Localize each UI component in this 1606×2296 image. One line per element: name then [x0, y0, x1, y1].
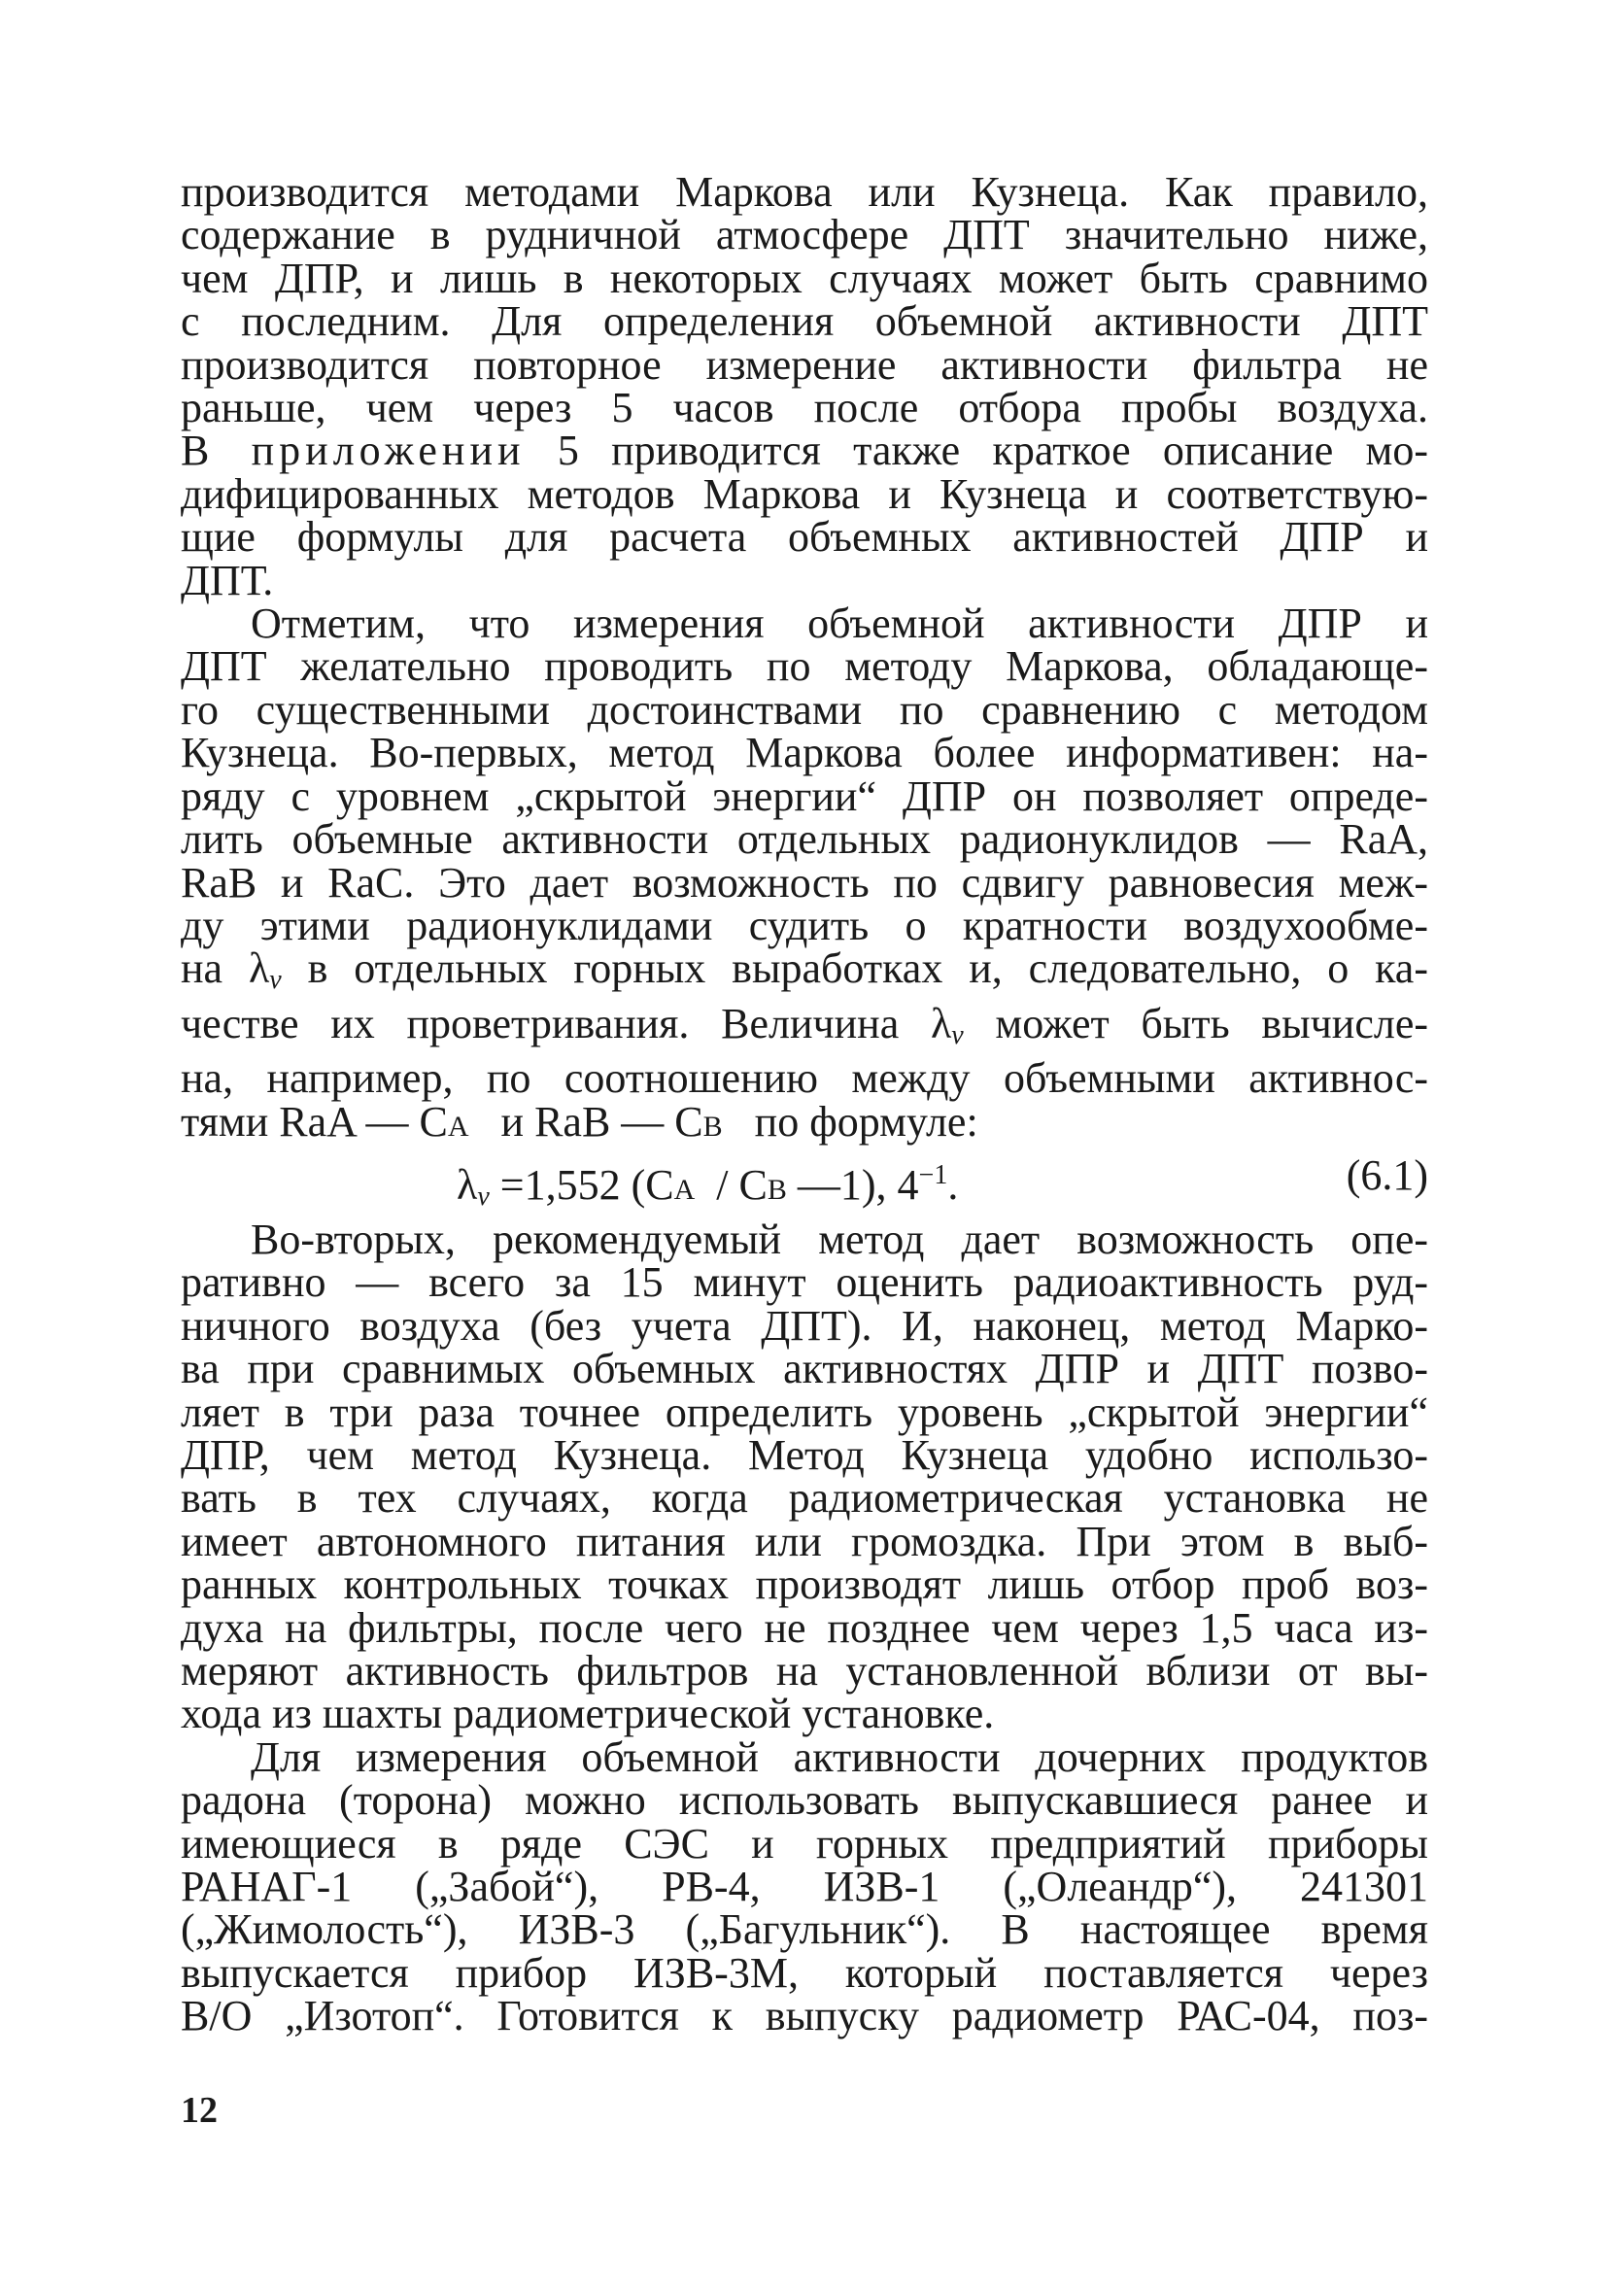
- text-line: ДПР, чем метод Кузнеца. Метод Кузнеца удобно использо-: [181, 1430, 1428, 1479]
- text-line: Кузнеца. Во-первых, метод Маркова более информативен: на-: [181, 729, 1428, 777]
- subscript-a: A: [447, 1110, 469, 1143]
- text-line: Во-вторых, рекомендуемый метод дает возможность опе-: [251, 1215, 1428, 1263]
- formula-text: —1), 4: [797, 1160, 919, 1209]
- text-line: („Жимолость“), ИЗВ-3 („Багульник“). В настоящее время: [181, 1905, 1428, 1954]
- text-line: [181, 1097, 1428, 1148]
- formula-row: [181, 1150, 1428, 1212]
- page-number: 12: [181, 2090, 218, 2131]
- equation-number: (6.1): [1346, 1150, 1428, 1199]
- text-segment: может быть вычисле-: [995, 999, 1429, 1047]
- lambda-subscript: v: [951, 1019, 964, 1050]
- text-line: щие формулы для расчета объемных активностей ДПР и: [181, 513, 1428, 562]
- text-line: ду этими радионуклидами судить о кратности воздухообме-: [181, 901, 1428, 949]
- text-line: имеет автономного питания или громоздка. При этом в выб-: [181, 1517, 1428, 1565]
- text-line: духа на фильтры, после чего не позднее чем через 1,5 часа из-: [181, 1603, 1428, 1652]
- text-line: го существенными достоинствами по сравнению с методом: [181, 685, 1428, 734]
- text-line: РАНАГ-1 („Забой“), РВ-4, ИЗВ-1 („Олеандр“), 241301: [181, 1863, 1428, 1911]
- lambda-symbol: λ: [248, 944, 270, 993]
- emphasized-word: В приложении: [181, 427, 526, 475]
- text-line: хода из шахты радиометрической установке.: [181, 1690, 995, 1738]
- formula-subscript-a: A: [673, 1173, 696, 1206]
- text-line: ляет в три раза точнее определить уровень „скрытой энергии“: [181, 1388, 1428, 1436]
- text-segment: на: [181, 944, 223, 993]
- subscript-b: B: [702, 1110, 723, 1143]
- formula-text: .: [947, 1160, 959, 1209]
- text-segment: и RaB — C: [500, 1097, 703, 1146]
- text-segment: 5 приводится также краткое описание мо-: [557, 427, 1429, 475]
- formula-exponent: −1: [918, 1159, 948, 1190]
- text-line: ративно — всего за 15 минут оценить радиоактивность руд-: [181, 1258, 1428, 1307]
- text-line: меряют активность фильтров на установленной вблизи от вы-: [181, 1647, 1428, 1695]
- paragraph-3: [181, 1215, 1428, 1738]
- text-line: радона (торона) можно использовать выпускавшиеся ранее и: [181, 1776, 1428, 1825]
- paragraph-2: [181, 602, 1428, 1148]
- text-line: ничного воздуха (без учета ДПТ). И, наконец, метод Марко-: [181, 1301, 1428, 1350]
- paragraph-4: [181, 1732, 1428, 2040]
- text-line: ряду с уровнем „скрытой энергии“ ДПР он позволяет опреде-: [181, 771, 1428, 820]
- text-line: ДПТ.: [181, 556, 274, 604]
- text-line: ДПТ желательно проводить по методу Маркова, обладающе-: [181, 642, 1428, 691]
- text-line: производится повторное измерение активности фильтра не: [181, 340, 1428, 389]
- lambda-symbol: λ: [930, 999, 952, 1047]
- text-line: раньше, чем через 5 часов после отбора пробы воздуха.: [181, 384, 1428, 432]
- text-segment: по формуле:: [754, 1097, 978, 1146]
- text-line: [181, 427, 1429, 475]
- paragraph-1: [181, 168, 1429, 604]
- text-line: Отметим, что измерения объемной активности ДПР и: [251, 600, 1428, 648]
- formula-lambda: λ: [457, 1160, 478, 1209]
- text-line: вать в тех случаях, когда радиометрическая установка не: [181, 1474, 1428, 1523]
- text-segment: тями RaA — C: [181, 1097, 448, 1146]
- text-line: В/О „Изотоп“. Готовится к выпуску радиометр РАС-04, поз-: [181, 1992, 1428, 2040]
- text-line: дифицированных методов Маркова и Кузнеца и соответствую-: [181, 469, 1428, 518]
- formula-text: =1,552 (C: [499, 1160, 674, 1209]
- formula-lambda-subscript: v: [477, 1181, 490, 1212]
- formula: [457, 1154, 958, 1218]
- text-segment: честве их проветривания. Величина: [181, 999, 900, 1047]
- text-line: с последним. Для определения объемной активности ДПТ: [181, 297, 1428, 346]
- lambda-subscript: v: [269, 965, 282, 996]
- text-line: выпускается прибор ИЗВ-3М, который поставляется через: [181, 1948, 1428, 1997]
- text-segment: в отдельных горных выработках и, следовательно, о ка-: [307, 944, 1428, 993]
- text-line: содержание в рудничной атмосфере ДПТ значительно ниже,: [181, 211, 1428, 259]
- formula-subscript-b: B: [767, 1173, 787, 1206]
- text-line: [181, 944, 1428, 1002]
- text-line: RaB и RaC. Это дает возможность по сдвигу равновесия меж-: [181, 858, 1428, 907]
- text-line: ранных контрольных точках производят лишь отбор проб воз-: [181, 1560, 1428, 1609]
- page-body: [181, 168, 1429, 2040]
- text-line: на, например, по соотношению между объемными активнос-: [181, 1054, 1428, 1103]
- formula-text: / C: [716, 1160, 768, 1209]
- text-line: имеющиеся в ряде СЭС и горных предприятий приборы: [181, 1819, 1428, 1868]
- text-line: чем ДПР, и лишь в некоторых случаях может быть сравнимо: [181, 254, 1428, 302]
- text-line: ва при сравнимых объемных активностях ДПР и ДПТ позво-: [181, 1345, 1428, 1393]
- text-line: лить объемные активности отдельных радионуклидов — RaA,: [181, 815, 1428, 864]
- text-line: [181, 999, 1429, 1057]
- text-line: Для измерения объемной активности дочерних продуктов: [251, 1732, 1428, 1781]
- text-line: производится методами Маркова или Кузнеца. Как правило,: [181, 168, 1428, 216]
